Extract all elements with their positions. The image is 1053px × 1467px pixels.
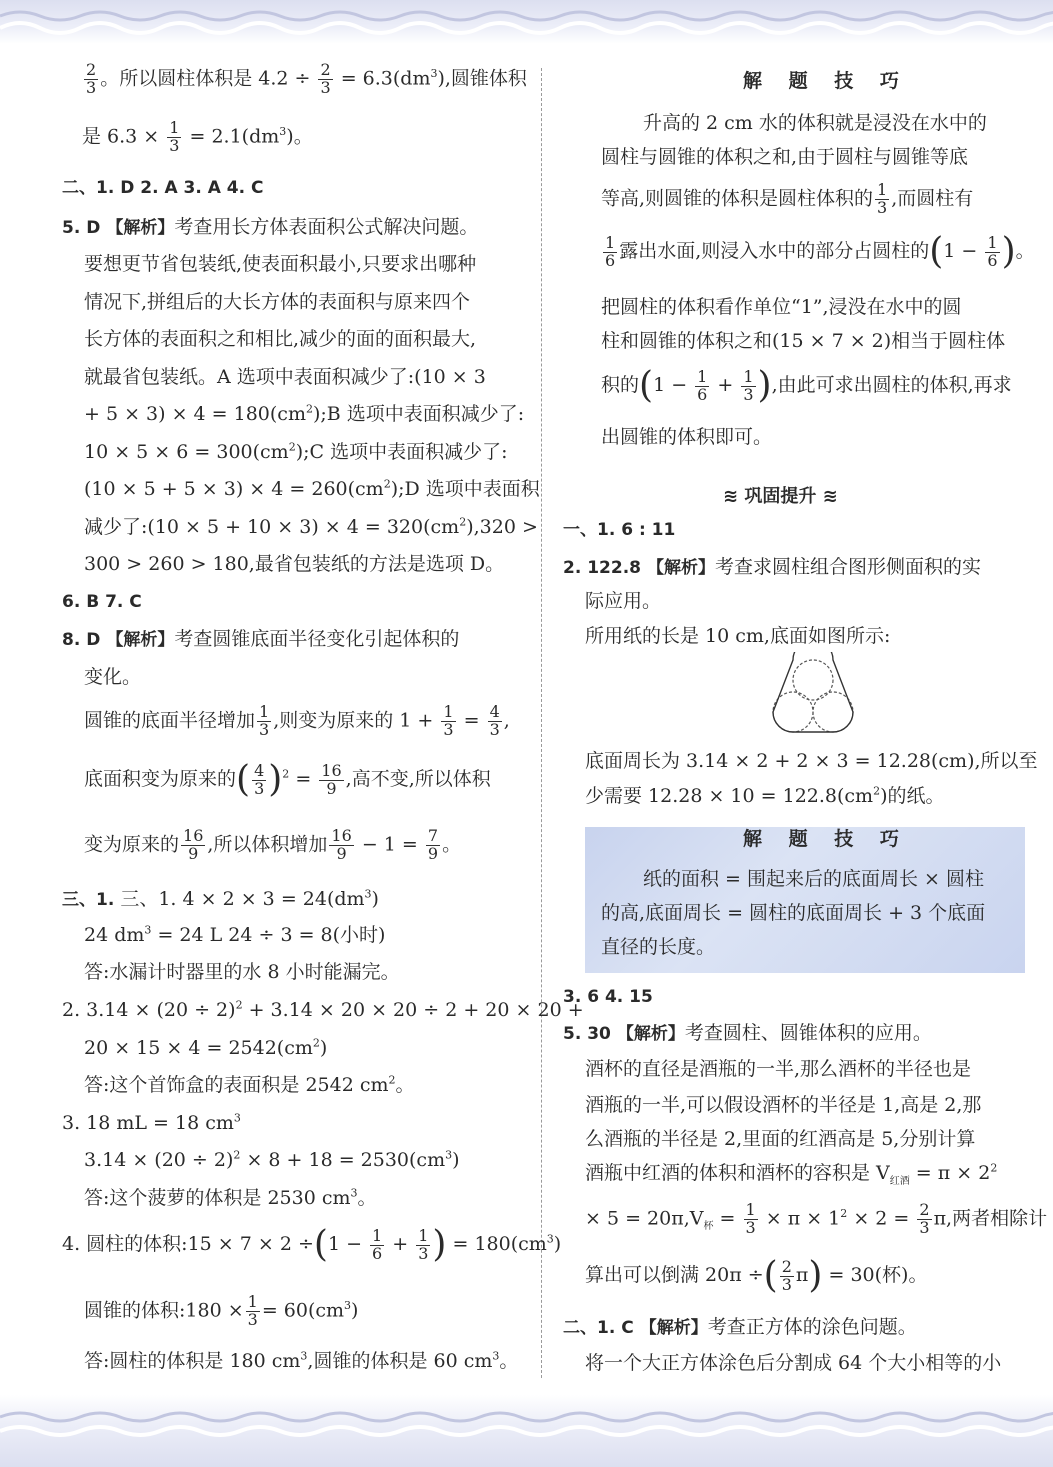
fraction: $\frac{1}{3}$ bbox=[418, 1225, 429, 1263]
tips1-line7: 积的(1 − $\frac{1}{6}$ + $\frac{1}{3}$ ),由此可求出圆柱的体积,再求 bbox=[601, 365, 1012, 406]
text-line: 把圆柱的体积看作单位“1”,浸没在水中的圆 bbox=[601, 296, 962, 318]
text-line: 所用纸的长是 10 cm,底面如图所示: bbox=[585, 625, 891, 647]
text-line: 酒瓶中红酒的体积和酒杯的容积是 $V_{红酒} = \pi \times 2^2$ bbox=[585, 1161, 998, 1187]
fraction: $\frac{16}{9}$ bbox=[331, 826, 352, 863]
fraction: $\frac{1}{3}$ bbox=[169, 118, 180, 155]
fraction: $\frac{2}{3}$ bbox=[781, 1256, 792, 1294]
text-line: $3.14 \times (20 \div 2)^2 \times 8 + 18 = 2530(cm^3)$ bbox=[84, 1148, 460, 1171]
q5-head: 5. D 【解析】考查用长方体表面积公式解决问题。 bbox=[62, 216, 479, 238]
q6-7-answers: 6. B 7. C bbox=[62, 592, 142, 612]
text-line: 酒瓶的一半,可以假设酒杯的半径是 1,高是 2,那 bbox=[585, 1094, 982, 1116]
text-line: $20 \times 15 \times 4 = 2542(cm^2)$ bbox=[84, 1036, 328, 1059]
q2-head: 2. 122.8 【解析】考查求圆柱组合图形侧面积的实 bbox=[563, 556, 982, 578]
fraction: $\frac{1}{3}$ bbox=[745, 1200, 756, 1237]
text-line: $(10 \times 5 + 5 \times 3) \times 4 = 260(cm^2);D$ 选项中表面积 bbox=[84, 477, 540, 500]
text-line: 24 $dm^3 = 24$ L 24 ÷ 3 = 8(小时) bbox=[84, 923, 386, 946]
sec3-q2: 2. $3.14 \times (20 \div 2)^2 + 3.14 \times 20 \times 20 \div 2 + 20 \times 20$ + bbox=[62, 998, 584, 1021]
text-line: 减少了:(10 × $5 + 10 \times 3) \times 4 = 320(cm^2),320$ > bbox=[84, 515, 538, 538]
sec3-q1: 三、1. 三、1. $4 \times 2 \times 3 = 24(dm^3)$ bbox=[62, 887, 379, 910]
fraction: $\frac{1}{3}$ bbox=[259, 702, 270, 739]
text-line: 际应用。 bbox=[585, 590, 662, 612]
fraction: $\frac{1}{6}$ bbox=[697, 366, 708, 404]
s1-answer: 一、1. 6 : 11 bbox=[563, 520, 676, 540]
text-line: 情况下,拼组后的大长方体的表面积与原来四个 bbox=[84, 291, 471, 313]
text-line: 答:这个首饰盒的表面积是 2542 $cm^2$。 bbox=[84, 1073, 415, 1096]
text-line: 长方体的表面积之和相比,减少的面的面积最大, bbox=[84, 328, 477, 350]
text-line: 直径的长度。 bbox=[601, 936, 716, 958]
fraction: $\frac{1}{6}$ bbox=[605, 232, 616, 270]
text-line: 少需要 $12.28 \times 10 = 122.8(cm^2)$的纸。 bbox=[585, 784, 945, 807]
wave-right-icon: ≋ bbox=[822, 486, 838, 507]
fraction: $\frac{2}{3}$ bbox=[320, 60, 331, 97]
text-line: 圆锥的体积:180 × $\frac{1}{3}$ = $60(cm^3)$ bbox=[84, 1292, 359, 1329]
fraction: $\frac{1}{6}$ bbox=[987, 232, 998, 270]
q5-line6: × $5 = 20\pi,V_杯$ = $\frac{1}{3}$ × $\pi \times 1^2 \times 2$ = $\frac{2}{3}$ π,两者相除计 bbox=[585, 1200, 1048, 1237]
tips1-line4: $\frac{1}{6}$ 露出水面,则浸入水中的部分占圆柱的(1 − $\frac{1}{6}$ )。 bbox=[605, 231, 1035, 272]
text-line: 升高的 2 cm 水的体积就是浸没在水中的 bbox=[643, 112, 987, 134]
fraction: $\frac{1}{3}$ bbox=[443, 702, 454, 739]
text-line: 出圆锥的体积即可。 bbox=[601, 426, 773, 448]
q8-line5: 变为原来的 $\frac{16}{9}$ ,所以体积增加 $\frac{16}{9}$ − 1 = $\frac{7}{9}$ 。 bbox=[84, 826, 462, 863]
sec3-q4: 4. 圆柱的体积:15 × 7 × 2 ÷(1 − $\frac{1}{6}$ + $\frac{1}{3}$ ) = $180(cm^3)$ bbox=[62, 1224, 562, 1265]
fraction: $\frac{2}{3}$ bbox=[919, 1200, 930, 1237]
text-line: $10 \times 5 \times 6 = 300(cm^2);C$ 选项中表面积减少了: bbox=[84, 440, 508, 463]
wave-decoration bbox=[0, 1395, 1053, 1467]
wave-decoration bbox=[0, 0, 1053, 44]
wave-left-icon: ≋ bbox=[723, 486, 739, 507]
tips1-line3: 等高,则圆锥的体积是圆柱体积的 $\frac{1}{3}$ ,而圆柱有 bbox=[601, 180, 974, 217]
q3-4-answers: 3. 6 4. 15 bbox=[563, 987, 653, 1007]
text-line: 纸的面积 = 围起来后的底面周长 × 圆柱 bbox=[643, 868, 984, 890]
text-line: 酒杯的直径是酒瓶的一半,那么酒杯的半径也是 bbox=[585, 1058, 972, 1080]
s2-head: 二、1. C 【解析】考查正方体的涂色问题。 bbox=[563, 1316, 917, 1338]
line-l2: 是 6.3 × $\frac{1}{3}$ = $2.1(dm^3)$。 bbox=[82, 118, 313, 155]
section-2-answers: 二、1. D 2. A 3. A 4. C bbox=[62, 178, 264, 198]
fraction: $\frac{1}{3}$ bbox=[877, 180, 888, 217]
line-l1: $\frac{2}{3}$ 。所以圆柱体积是 4.2 ÷ $\frac{2}{3}$ = $6.3(dm^3)$,圆锥体积 bbox=[86, 60, 527, 97]
text-line: 么酒瓶的半径是 2,里面的红酒高是 5,分别计算 bbox=[585, 1128, 976, 1150]
tips-title-1: 解 题 技 巧 bbox=[743, 70, 909, 92]
text-line: 变化。 bbox=[84, 666, 142, 688]
fraction: $\frac{4}{3}$ bbox=[254, 760, 265, 798]
q5-head: 5. 30 【解析】考查圆柱、圆锥体积的应用。 bbox=[563, 1022, 932, 1044]
text-line: 底面周长为 3.14 × 2 + 2 × 3 = 12.28(cm),所以至 bbox=[585, 750, 1038, 772]
bottom-decor-band bbox=[0, 1395, 1053, 1467]
section-title: ≋ 巩固提升 ≋ bbox=[723, 486, 838, 507]
fraction: $\frac{1}{3}$ bbox=[247, 1292, 258, 1329]
fraction: $\frac{1}{6}$ bbox=[372, 1225, 383, 1263]
fraction: $\frac{1}{3}$ bbox=[743, 366, 754, 404]
three-circles-diagram bbox=[758, 652, 868, 742]
fraction: $\frac{16}{9}$ bbox=[183, 826, 204, 863]
text-line: 答:这个菠萝的体积是 2530 $cm^3$。 bbox=[84, 1186, 377, 1209]
q8-head: 8. D 【解析】考查圆锥底面半径变化引起体积的 bbox=[62, 628, 460, 650]
text-line: + $5 \times 3) \times 4 = 180(cm^2);B$ 选项中表面积减少了: bbox=[84, 402, 525, 425]
q5-line7: 算出可以倒满 20π ÷( $\frac{2}{3}$ π) = 30(杯)。 bbox=[585, 1255, 928, 1296]
fraction: $\frac{4}{3}$ bbox=[489, 702, 500, 739]
fraction: $\frac{2}{3}$ bbox=[86, 60, 97, 97]
fraction: $\frac{16}{9}$ bbox=[321, 760, 342, 798]
text-line: 答:圆柱的体积是 180 $cm^3$,圆锥的体积是 60 $cm^3$。 bbox=[84, 1349, 519, 1372]
q8-line4: 底面积变为原来的( $\frac{4}{3}$ )$^2$ = $\frac{16}{9}$ ,高不变,所以体积 bbox=[84, 759, 491, 800]
text-line: 柱和圆锥的体积之和(15 × 7 × 2)相当于圆柱体 bbox=[601, 330, 1006, 352]
text-line: 就最省包装纸。A 选项中表面积减少了:(10 × 3 bbox=[84, 366, 486, 388]
text-line: 要想更节省包装纸,使表面积最小,只要求出哪种 bbox=[84, 253, 477, 275]
top-decor-band bbox=[0, 0, 1053, 44]
fraction: $\frac{7}{9}$ bbox=[427, 826, 439, 863]
text-line: 答:水漏计时器里的水 8 小时能漏完。 bbox=[84, 961, 400, 983]
q8-line3: 圆锥的底面半径增加 $\frac{1}{3}$ ,则变为原来的 1 + $\frac{1}{3}$ = $\frac{4}{3}$ , bbox=[84, 702, 510, 739]
tips-title-2: 解 题 技 巧 bbox=[743, 828, 909, 850]
text-line: 将一个大正方体涂色后分割成 64 个大小相等的小 bbox=[585, 1352, 1002, 1374]
text-line: 圆柱与圆锥的体积之和,由于圆柱与圆锥等底 bbox=[601, 146, 969, 168]
column-divider bbox=[541, 68, 542, 1378]
text-line: 的高,底面周长 = 圆柱的底面周长 + 3 个底面 bbox=[601, 902, 986, 924]
sec3-q3: 3. 18 mL = 18 $cm^3$ bbox=[62, 1111, 241, 1134]
text-line: 300 > 260 > 180,最省包装纸的方法是选项 D。 bbox=[84, 553, 505, 575]
